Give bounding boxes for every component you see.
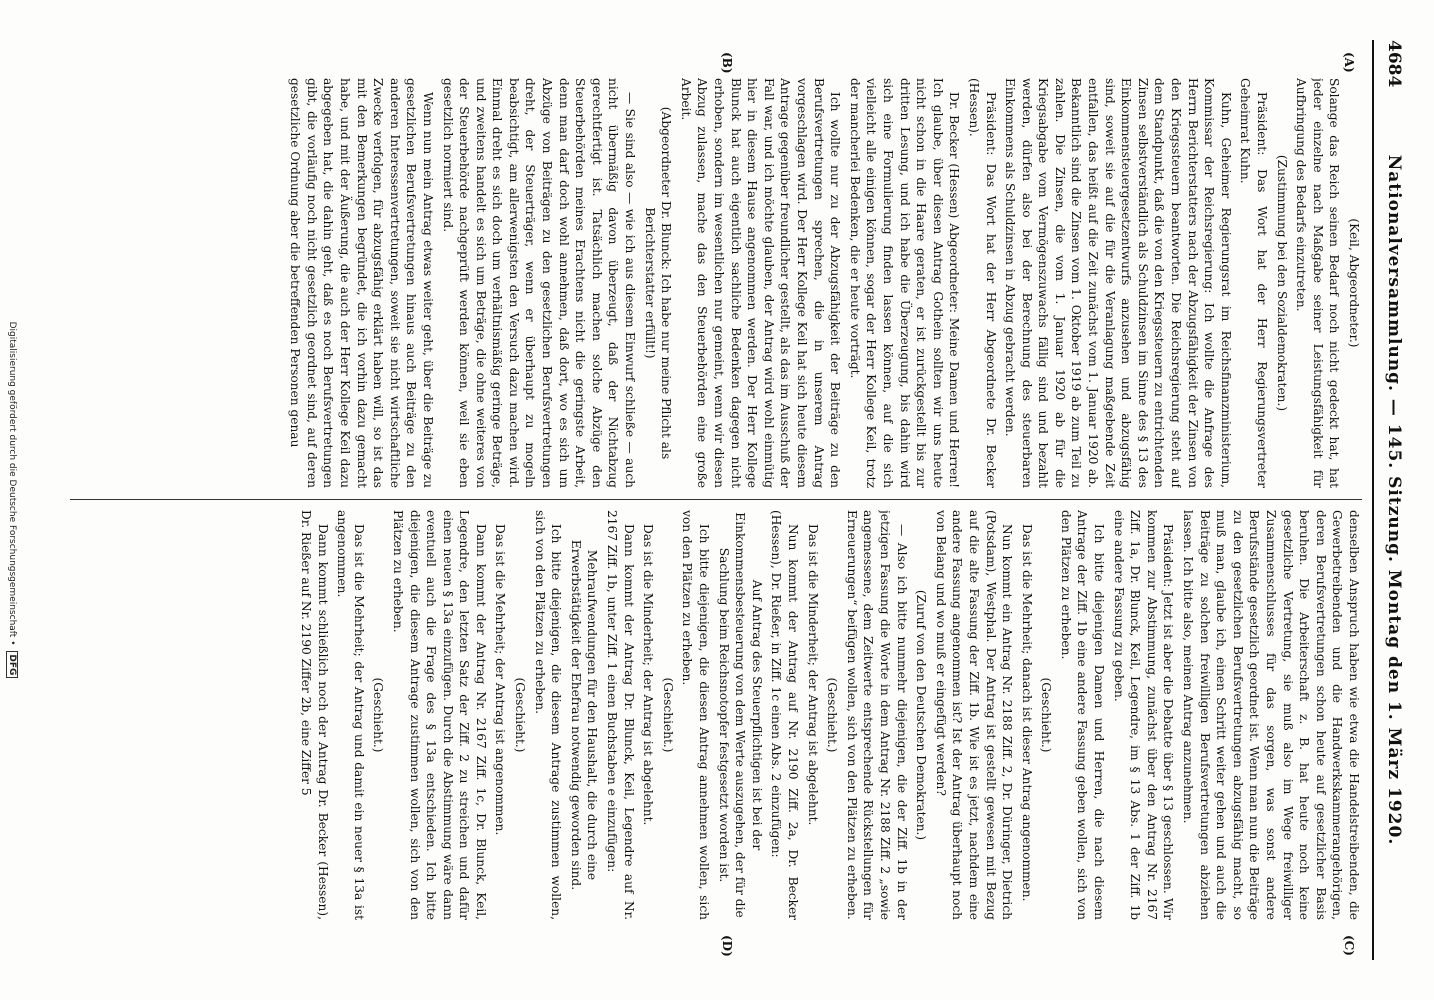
paragraph: Ich wollte nur zu der Abzugsfähigkeit der Beiträge zu den Berufsvertretungen sprechen, die in unserem Antrag vorgeschlagen wird. Der Herr Kollege Keil hat sich heute diesem Antrage gegenüber freundlicher gestellt, als das im Ausschuß der Fall war, und ich möchte glauben, der Antrag wird wohl einmütig hier in diesem Hause angenommen werden. Der Herr Kollege Blunck hat auch eigentlich sachliche Bedenken dagegen nicht erhoben, sondern im wesentlichen nur gemeint, wenn wir diesen Abzug zulassen, mache das den Steuerbehörden eine große Arbeit.	[678, 78, 843, 488]
paragraph: (Geschieht.)	[660, 677, 675, 753]
paragraph: (Zustimmung bei den Sozialdemokraten.)	[1274, 154, 1289, 412]
paragraph: Auf Antrag des Steuerpflichtigen ist bei der Einkommensbesteuerung von dem Werte auszugehen, der für die Sachlung beim Reichsnotopfer festgesetzt worden ist.	[716, 512, 764, 918]
margin-mark-c: (C)	[1342, 935, 1356, 956]
paragraph: Das ist die Mehrheit; der Antrag ist angenommen.	[493, 524, 508, 836]
paragraph: Mehraufwendungen für den Haushalt, die durch eine Erwerbstätigkeit der Ehefrau notwendig geworden sind.	[568, 539, 600, 891]
page-header	[1372, 40, 1414, 960]
paragraph: (Geschieht.)	[371, 677, 386, 753]
paragraph: Dann kommt der Antrag Dr. Blunck, Keil, Legendre auf Nr. 2167 Ziff. 1b, unter Ziff. 1 einen Buchstaben e einzufügen:	[605, 510, 636, 920]
paragraph: Nun kommt ein Antrag Nr. 2188 Ziff. 2, Dr. Düringer, Dietrich (Potsdam), Westphal. Der Antrag ist gestellt gewesen mit Bezug auf die alte Fassung der Ziff. 1b. Wie ist es jetzt, nachdem eine andere Fassung angenommen ist? Ist der Antrag überhaupt noch von Belang und wo muß er eingefügt werden?	[933, 510, 1015, 920]
paragraph: Dr. Becker (Hessen) Abgeordneter: Meine Damen und Herren! Ich glaube, über diesen Antrag Gothein sollten wir uns heute nicht schon in die Haare geraten, er ist zurückgestellt bis zur dritten Lesung, und ich habe die Überzeugung, bis dahin wird sich eine Formulierung finden lassen können, auf die sich vielleicht alle einigen können, sogar der Herr Kollege Keil, trotz der mancherlei Bedenken, die er heute vorträgt.	[847, 78, 962, 488]
paragraph: (Abgeordneter Dr. Blunck: Ich habe nur meine Pflicht als Berichterstatter erfüllt!)	[642, 106, 674, 460]
paragraph: Ich bitte diejenigen, die diesen Antrag annehmen wollen, sich von den Plätzen zu erheben.	[680, 510, 712, 920]
paragraph: Das ist die Mehrheit; danach ist dieser Antrag angenommen.	[1019, 524, 1034, 902]
paragraph: Das ist die Minderheit; der Antrag ist abgelehnt.	[805, 524, 820, 826]
dfg-logo: DFG	[6, 651, 18, 678]
paragraph: Ich bitte diejenigen, die diesem Antrage zustimmen wollen, sich von den Plätzen zu erheben.	[532, 510, 564, 920]
paragraph: Präsident: Das Wort hat der Herr Regierungsvertreter Geheimrat Kuhn.	[1238, 78, 1270, 488]
paragraph: Dann kommt schließlich noch der Antrag Dr. Becker (Hessen), Dr. Rießer auf Nr. 2190 Ziffer 2b, eine Ziffer 5	[298, 510, 330, 920]
paragraph: Präsident: Das Wort hat der Herr Abgeordnete Dr. Becker (Hessen).	[966, 78, 998, 488]
right-column	[60, 510, 1362, 920]
paragraph: Ich bitte diejenigen Damen und Herren, die nach diesem Antrage der Ziff. 1b eine andere Fassung geben wollen, sich von den Plätzen zu erheben.	[1058, 510, 1107, 920]
paragraph: (Geschieht.)	[513, 677, 528, 753]
paragraph: (Geschieht.)	[825, 677, 840, 753]
margin-mark-d: (D)	[720, 935, 734, 957]
paragraph: Solange das Reich seinen Bedarf noch nicht gedeckt hat, hat jeder einzelne nach Maßgabe seiner Leistungsfähigkeit für Aufbringung des Bedarfs einzutreten.	[1294, 78, 1342, 488]
footer-credit	[6, 0, 18, 1000]
margin-mark-a: (A)	[1342, 52, 1356, 73]
paragraph: denselben Anspruch haben wie etwa die Handelstreibenden, die Gewerbetreibenden und die Handwerkskammerangehörigen, deren Berufsvertretungen schon heute auf gesetzlicher Basis beruhen. Die Arbeiterschaft z. B. hat heute noch keine gesetzliche Vertretung, sie muß also im Wege freiwilliger Zusammenschlusses für das sorgen, was sonst andere Berufsstände gesetzlich geordnet ist. Wenn man nun die Beiträge zu den gesetzlichen Berufsvertretungen abzugsfähig macht, so muß man, glaube ich, einen Schritt weiter gehen und auch die Beiträge zu solchen freiwilligen Berufsvertretungen abziehen lassen. Ich bitte also, meinen Antrag anzunehmen.	[1181, 510, 1361, 920]
paragraph: (Zuruf von den Deutschen Demokraten.)	[914, 589, 929, 841]
column-divider	[70, 499, 1362, 500]
paragraph: Nun kommt der Antrag auf Nr. 2190 Ziff. 2a, Dr. Becker (Hessen), Dr. Rießer, in Ziff. 1c einen Abs. 2 einzufügen:	[769, 510, 800, 920]
page-title: Nationalversammlung. — 145. Sitzung. Montag den 1. März 1920.	[1384, 154, 1404, 846]
paragraph: (Keil, Abgeordneter.)	[1347, 218, 1361, 348]
paragraph: Präsident: Jetzt ist aber die Debatte über § 13 geschlossen. Wir kommen zur Abstimmung, zunächst über den Antrag Nr. 2167 Ziff. 1a, Dr. Blunck, Keil, Legendre, im § 13 Abs. 1 der Ziff. 1b eine andere Fassung zu geben.	[1111, 510, 1176, 920]
paragraph: — Also ich bitte nunmehr diejenigen, die der Ziff. 1b in der jetzigen Fassung die Worte in dem Antrag Nr. 2188 Ziff. 2 „sowie angemessene, dem Zeitwerte entsprechende Rückstellungen für Erneuerungen“ beifügen wollen, sich von den Plätzen zu erheben.	[844, 510, 909, 920]
paragraph: — Sie sind also — wie ich aus diesem Einwurf schließe — auch nicht übermäßig davon überzeugt, daß der Nichtabzug gerechtfertigt ist. Tatsächlich machen solche Abzüge den Steuerbehörden meines Erachtens nicht die geringste Arbeit, denn man darf doch wohl annehmen, daß dort, wo es sich um Abzüge von Beiträgen zu den gesetzlichen Berufsvertretungen dreht, der Steuerträger, wenn er überhaupt zu mogeln beabsichtigt, am allerwenigsten den Versuch dazu machen wird. Einmal dreht es sich doch um verhältnismäßig geringe Beträge, und zweitens handelt es sich um Beträge, die ohne weiteres von der Steuerbehörde nachgeprüft werden können, weil sie eben gesetzlich normiert sind.	[440, 78, 638, 488]
footer-text: Digitalisierung gefördert durch die Deutsche Forschungsgemeinschaft •	[7, 321, 17, 646]
left-column	[60, 78, 1362, 488]
paragraph: Dann kommt der Antrag Nr. 2167 Ziff. 1c, Dr. Blunck, Keil, Legendre, den letzten Satz der Ziff. 2 zu streichen und dafür einen neuen § 13a einzufügen. Durch die Abstimmung wäre dann eventuell auch die Frage des § 13a entschieden. Ich bitte diejenigen, die diesem Antrage zustimmen wollen, sich von den Plätzen zu erheben.	[390, 510, 488, 920]
page-number: 4684	[1384, 40, 1404, 88]
paragraph: (Geschieht.)	[1039, 677, 1054, 753]
paragraph: Kuhn, Geheimer Regierungsrat im Reichsfinanzministerium, Kommissar der Reichsregierung: Ich wollte die Anfrage des Herrn Berichterstatters nach der Abzugsfähigkeit der Zinsen von den Kriegssteuern beantworten. Die Reichsregierung steht auf dem Standpunkt, daß die von den Kriegssteuern zu entrichtenden Zinsen selbstverständlich als Schuldzinsen im Sinne des § 13 des Einkommensteuergesetzentwurfs anzusehen und abzugsfähig sind, soweit sie auf die für die Veranlagung maßgebende Zeit entfallen, das heißt auf die Zeit zunächst vom 1. Januar 1920 ab. Bekanntlich sind die Zinsen vom 1. Oktober 1919 ab zum Teil zu zahlen. Die Zinsen, die vom 1. Januar 1920 ab für die Kriegsabgabe vom Vermögenszuwachs fällig sind und bezahlt werden, dürfen also bei der Berechnung des steuerbaren Einkommens als Schuldzinsen in Abzug gebracht werden.	[1003, 78, 1233, 488]
paragraph: Das ist die Minderheit; der Antrag ist abgelehnt.	[641, 524, 656, 826]
paragraph: Das ist die Mehrheit; der Antrag und damit ein neuer § 13a ist angenommen.	[335, 510, 366, 920]
paragraph: Wenn nun mein Antrag etwas weiter geht, über die Beiträge zu gesetzlichen Berufsvertretungen hinaus auch Beiträge zu den anderen Interessenvertretungen, soweit sie nicht wirtschaftliche Zwecke verfolgen, für abzugsfähig erklärt haben will, so ist das mit den Bemerkungen begründet, die ich vorhin dazu gemacht habe, und mit der Äußerung, die auch der Herr Kollege Keil dazu abgegeben hat, die dahin geht, daß es noch Berufsvertretungen gibt, die vorläufig noch nicht gesetzlich geordnet sind, auf deren gesetzliche Ordnung aber die betreffenden Personen genau	[288, 78, 435, 488]
margin-mark-b: (B)	[720, 52, 734, 74]
